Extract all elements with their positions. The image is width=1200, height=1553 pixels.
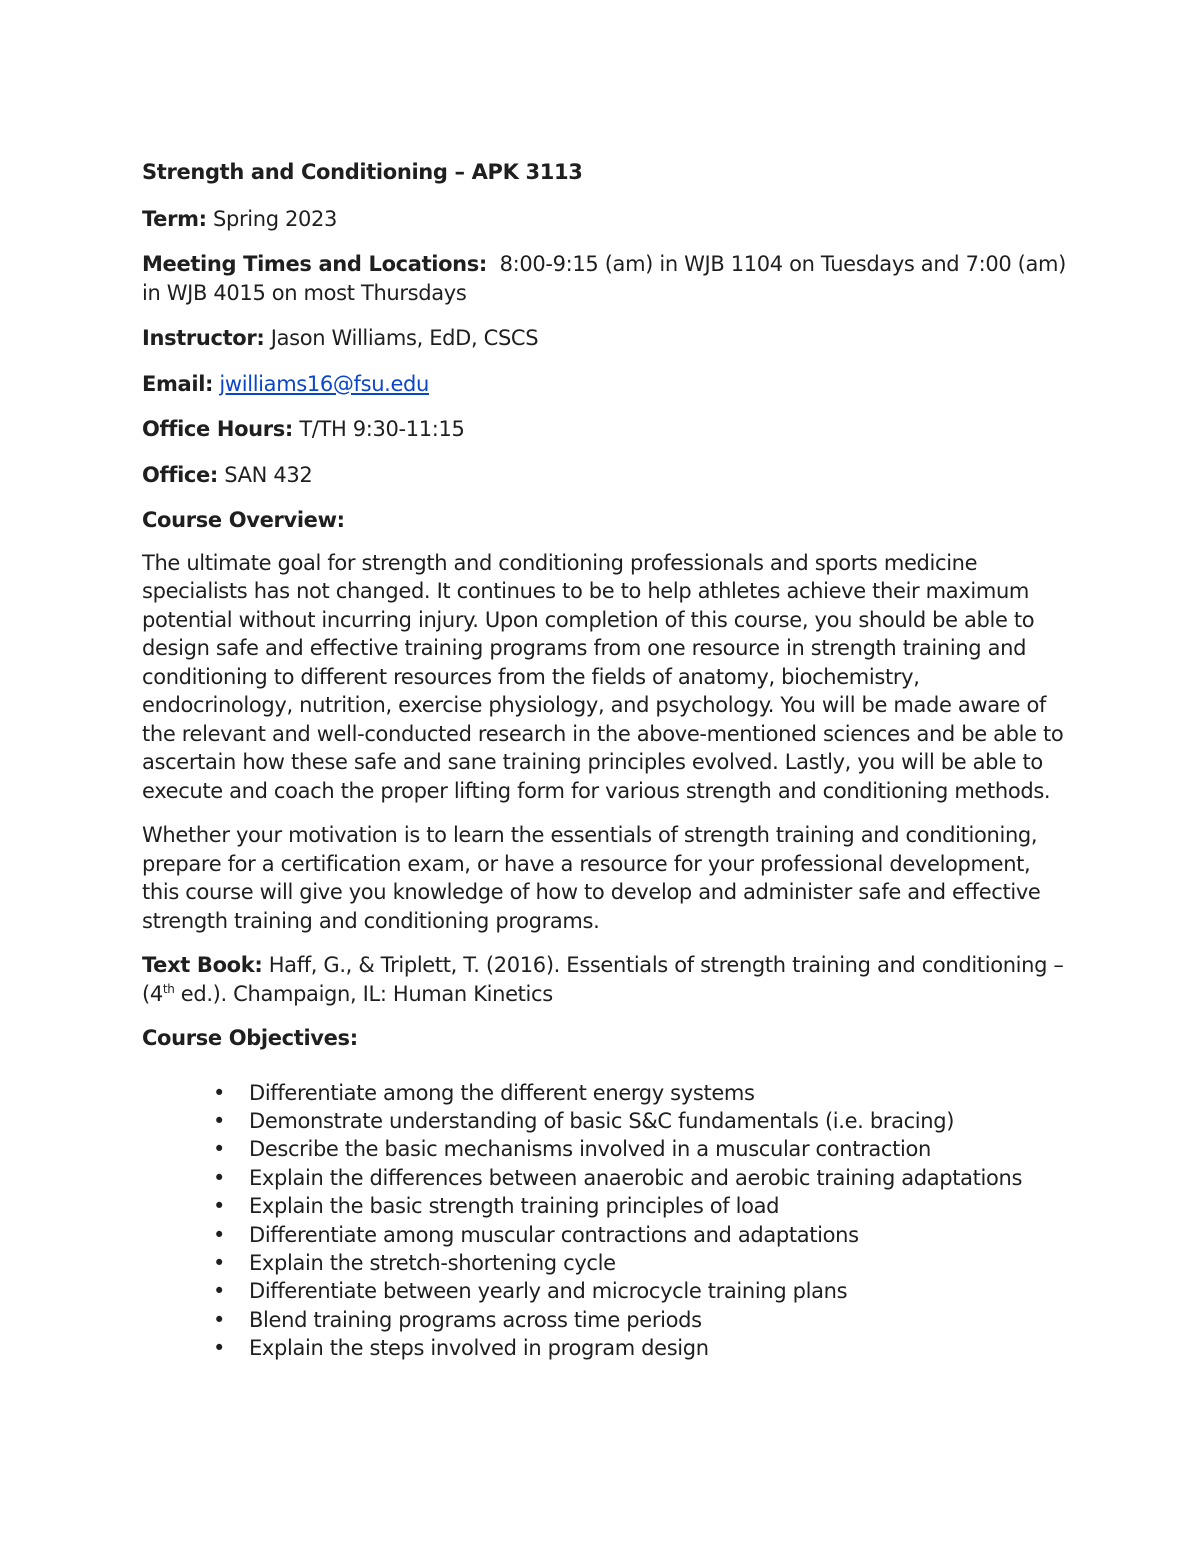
objective-text: Differentiate between yearly and microcycle training plans — [249, 1279, 848, 1304]
syllabus-page — [142, 158, 1072, 1363]
textbook-line — [142, 951, 1072, 1008]
list-item — [209, 1079, 1072, 1107]
objectives-list — [142, 1079, 1072, 1363]
list-item — [209, 1107, 1072, 1135]
list-item — [209, 1164, 1072, 1192]
course-title: Strength and Conditioning – APK 3113 — [142, 160, 583, 184]
bullet-icon: • — [213, 1137, 226, 1162]
email-line — [142, 370, 1072, 399]
email-link[interactable]: jwilliams16@fsu.edu — [219, 371, 429, 396]
term-label: Term: — [142, 206, 207, 231]
objective-text: Explain the differences between anaerobic and aerobic training adaptations — [249, 1165, 1023, 1190]
bullet-icon: • — [213, 1194, 226, 1219]
objective-text: Blend training programs across time periods — [249, 1307, 702, 1332]
course-objectives-heading: Course Objectives: — [142, 1026, 358, 1050]
overview-paragraph-1: The ultimate goal for strength and conditioning professionals and sports medicine specialists has not changed. It continues to be to help athletes achieve their maximum potential without incurring injury. Upon completion of this course, you should be able to design safe and effective training programs from one resource in strength training and conditioning to different resources from the fields of anatomy, biochemistry, endocrinology, nutrition, exercise physiology, and psychology. You will be made aware of the relevant and well-conducted research in the above-mentioned sciences and be able to ascertain how these safe and sane training principles evolved. Lastly, you will be able to execute and coach the proper lifting form for various strength and conditioning methods. — [142, 550, 1064, 803]
objective-text: Explain the steps involved in program design — [249, 1336, 709, 1361]
bullet-icon: • — [213, 1336, 226, 1361]
textbook-citation-part2: ed.). Champaign, IL: Human Kinetics — [174, 981, 553, 1006]
office-hours-label: Office Hours: — [142, 417, 293, 441]
list-item — [209, 1277, 1072, 1305]
instructor-label: Instructor: — [142, 326, 265, 350]
office-hours-line — [142, 415, 1072, 444]
list-item — [209, 1306, 1072, 1334]
bullet-icon: • — [213, 1108, 226, 1133]
email-label: Email: — [142, 371, 214, 396]
bullet-icon: • — [213, 1080, 226, 1105]
office-value: SAN 432 — [224, 462, 313, 487]
list-item — [209, 1192, 1072, 1220]
term-value: Spring 2023 — [213, 206, 338, 231]
objective-text: Differentiate among muscular contractions and adaptations — [249, 1222, 859, 1247]
bullet-icon: • — [213, 1165, 226, 1190]
objective-text: Demonstrate understanding of basic S&C fundamentals (i.e. bracing) — [249, 1108, 955, 1133]
meeting-value: 8:00-9:15 (am) in WJB 1104 on Tuesdays and 7:00 (am) in WJB 4015 on most Thursdays — [142, 252, 1066, 305]
list-item — [209, 1135, 1072, 1163]
office-hours-value: T/TH 9:30-11:15 — [299, 417, 465, 441]
list-item — [209, 1221, 1072, 1249]
textbook-edition-superscript: th — [162, 981, 175, 996]
objective-text: Differentiate among the different energy systems — [249, 1080, 755, 1105]
bullet-icon: • — [213, 1279, 226, 1304]
bullet-icon: • — [213, 1222, 226, 1247]
bullet-icon: • — [213, 1250, 226, 1275]
office-line — [142, 461, 1072, 490]
bullet-icon: • — [213, 1307, 226, 1332]
overview-paragraph-2: Whether your motivation is to learn the essentials of strength training and conditioning, prepare for a certification exam, or have a resource for your professional development, this course will give you knowledge of how to develop and administer safe and effective strength training and conditioning programs. — [142, 823, 1041, 933]
list-item — [209, 1334, 1072, 1362]
course-overview-heading: Course Overview: — [142, 508, 345, 532]
objective-text: Explain the basic strength training principles of load — [249, 1194, 780, 1219]
term-line — [142, 205, 1072, 234]
meeting-label: Meeting Times and Locations: — [142, 252, 487, 276]
objective-text: Describe the basic mechanisms involved in a muscular contraction — [249, 1137, 931, 1162]
meeting-line — [142, 250, 1072, 307]
list-item — [209, 1249, 1072, 1277]
instructor-line — [142, 324, 1072, 353]
objective-text: Explain the stretch-shortening cycle — [249, 1250, 616, 1275]
office-label: Office: — [142, 462, 218, 487]
textbook-citation-part1: Haff, G., & Triplett, T. (2016). Essentials of strength training and conditioning – (4 — [142, 953, 1064, 1006]
instructor-value: Jason Williams, EdD, CSCS — [270, 326, 539, 350]
textbook-label: Text Book: — [142, 953, 263, 977]
